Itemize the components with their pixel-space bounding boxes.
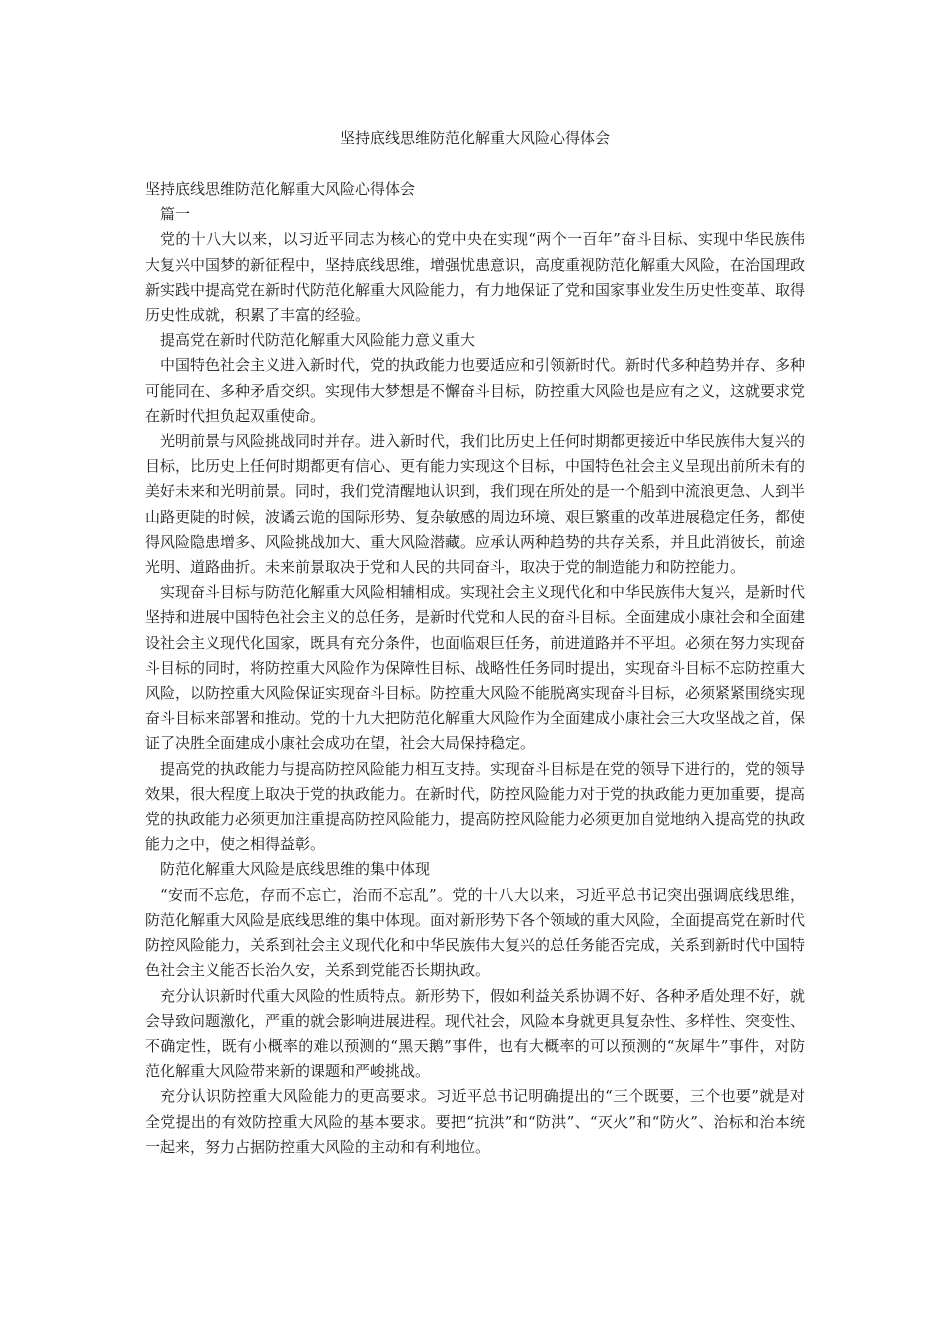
document-body [145,177,805,1160]
paragraph: 提高党的执政能力与提高防控风险能力相互支持。实现奋斗目标是在党的领导下进行的，党的领导效果，很大程度上取决于党的执政能力。在新时代，防控风险能力对于党的执政能力更加重要，提高党的执政能力必须更加注重提高防控风险能力，提高防控风险能力必须更加自觉地纳入提高党的执政能力之中，使之相得益彰。 [145,759,806,854]
paragraph: “安而不忘危，存而不忘亡，治而不忘乱”。党的十八大以来，习近平总书记突出强调底线思维，防范化解重大风险是底线思维的集中体现。面对新形势下各个领域的重大风险，全面提高党在新时代防控风险能力，关系到社会主义现代化和中华民族伟大复兴的总任务能否完成，关系到新时代中国特色社会主义能否长治久安，关系到党能否长期执政。 [145,885,806,980]
section-heading: 提高党在新时代防范化解重大风险能力意义重大 [160,331,476,350]
paragraph: 充分认识防控重大风险能力的更高要求。习近平总书记明确提出的“三个既要，三个也要”就是对全党提出的有效防控重大风险的基本要求。要把“抗洪”和“防洪”、“灭火”和“防火”、治标和治本统一起来，努力占据防控重大风险的主动和有利地位。 [145,1087,805,1156]
document-subtitle: 坚持底线思维防范化解重大风险心得体会 [145,180,416,198]
paragraph: 实现奋斗目标与防范化解重大风险相辅相成。实现社会主义现代化和中华民族伟大复兴，是新时代坚持和进展中国特色社会主义的总任务，是新时代党和人民的奋斗目标。全面建成小康社会和全面建设社会主义现代化国家，既具有充分条件，也面临艰巨任务，前进道路并不平坦。必须在努力实现奋斗目标的同时，将防控重大风险作为保障性目标、战略性任务同时提出，实现奋斗目标不忘防控重大风险，以防控重大风险保证实现奋斗目标。防控重大风险不能脱离实现奋斗目标，必须紧紧围绕实现奋斗目标来部署和推动。党的十九大把防范化解重大风险作为全面建成小康社会三大攻坚战之首，保证了决胜全面建成小康社会成功在望，社会大局保持稳定。 [145,583,806,753]
document-title: 坚持底线思维防范化解重大风险心得体会 [339,129,610,147]
paragraph: 党的十八大以来，以习近平同志为核心的党中央在实现“两个一百年”奋斗目标、实现中华民族伟大复兴中国梦的新征程中，坚持底线思维，增强忧患意识，高度重视防范化解重大风险，在治国理政新实践中提高党在新时代防范化解重大风险能力，有力地保证了党和国家事业发生历史性变革、取得历史性成就，积累了丰富的经验。 [145,230,806,325]
paragraph: 充分认识新时代重大风险的性质特点。新形势下，假如利益关系协调不好、各种矛盾处理不好，就会导致问题激化，严重的就会影响进展进程。现代社会，风险本身就更具复杂性、多样性、突变性、不确定性，既有小概率的难以预测的“黑天鹅”事件，也有大概率的可以预测的“灰犀牛”事件，对防范化解重大风险带来新的课题和严峻挑战。 [145,986,806,1081]
paragraph: 光明前景与风险挑战同时并存。进入新时代，我们比历史上任何时期都更接近中华民族伟大复兴的目标，比历史上任何时期都更有信心、更有能力实现这个目标，中国特色社会主义呈现出前所未有的美好未来和光明前景。同时，我们党清醒地认识到，我们现在所处的是一个船到中流浪更急、人到半山路更陡的时候，波谲云诡的国际形势、复杂敏感的周边环境、艰巨繁重的改革进展稳定任务，都使得风险隐患增多、风险挑战加大、重大风险潜藏。应承认两种趋势的共存关系，并且此消彼长，前途光明、道路曲折。未来前景取决于党和人民的共同奋斗，取决于党的制造能力和防控能力。 [145,432,806,577]
paragraph: 中国特色社会主义进入新时代，党的执政能力也要适应和引领新时代。新时代多种趋势并存、多种可能同在、多种矛盾交织。实现伟大梦想是不懈奋斗目标，防控重大风险也是应有之义，这就要求党在新时代担负起双重使命。 [145,356,806,425]
section-heading: 防范化解重大风险是底线思维的集中体现 [160,860,431,879]
section-label: 篇一 [160,205,191,224]
